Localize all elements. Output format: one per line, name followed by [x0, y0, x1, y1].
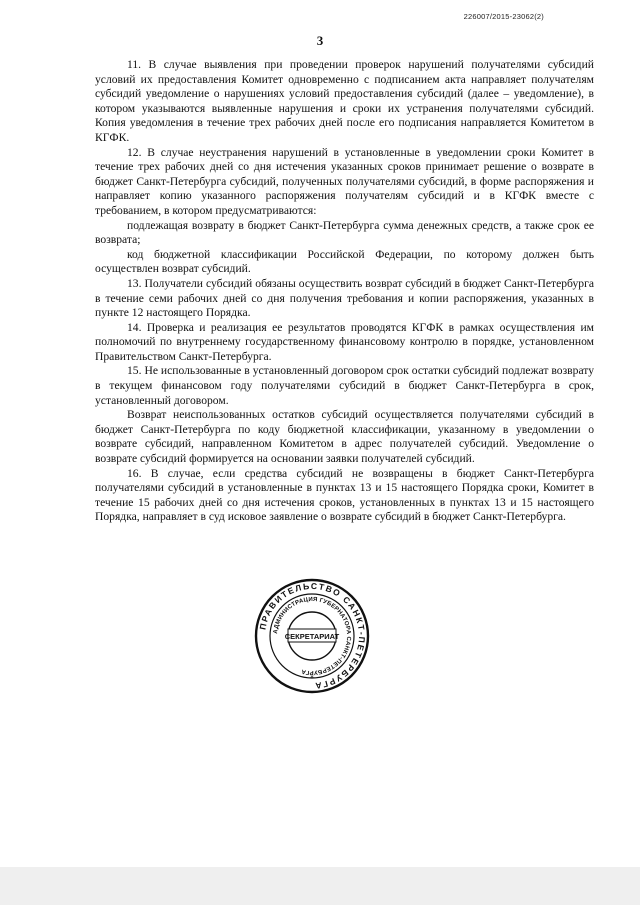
paragraph-14: 14. Проверка и реализация ее результатов проводятся КГФК в рамках осуществления им полномочий по внутреннему государственному финансовому контролю в порядке, установленном Правительством Санкт-Петербурга.: [95, 320, 594, 363]
seal-graphic: [253, 577, 371, 695]
paragraph-16: 16. В случае, если средства субсидий не возвращены в бюджет Санкт-Петербурга получателями субсидий в установленные в пунктах 13 и 15 настоящего Порядка сроки, Комитет в течение 15 рабочих дней со дня истечения сроков, установленных в пунктах 13 и 15 настоящего Порядка, направляет в суд исковое заявление о возврате субсидий в бюджет Санкт-Петербурга.: [95, 466, 594, 524]
paragraph-13: 13. Получатели субсидий обязаны осуществить возврат субсидий в бюджет Санкт-Петербурга в течение семи рабочих дней со дня получения требования и копии распоряжения, указанных в пункте 12 настоящего Порядка.: [95, 276, 594, 320]
paragraph-12-item-sum: подлежащая возврату в бюджет Санкт-Петербурга сумма денежных средств, а также срок ее возврата;: [95, 218, 594, 247]
paragraph-12-item-code: код бюджетной классификации Российской Федерации, по которому должен быть осуществлен возврат субсидий.: [95, 247, 594, 276]
seal-outer-text: ПРАВИТЕЛЬСТВО САНКТ-ПЕТЕРБУРГА: [257, 580, 368, 692]
document-id: 226007/2015-23062(2): [463, 12, 544, 21]
secretariat-seal: [253, 577, 371, 695]
paragraph-11: 11. В случае выявления при проведении проверок нарушений получателями субсидий условий их предоставления Комитет одновременно с подписанием акта направляет получателям субсидий уведомление о нарушениях условий предоставления субсидий (далее – уведомление), в котором указываются выявленные нарушения и сроки их устранения получателями субсидий. Копия уведомления в течение трех рабочих дней после его подписания направляется Комитетом в КГФК.: [95, 58, 594, 144]
seal-star-icon: *: [310, 674, 314, 682]
seal-inner-text: АДМИНИСТРАЦИЯ ГУБЕРНАТОРА САНКТ-ПЕТЕРБУРГА: [273, 596, 352, 676]
paragraph-15: 15. Не использованные в установленный договором срок остатки субсидий подлежат возврату в текущем финансовом году получателями субсидий в бюджет Санкт-Петербурга в срок, установленный договором.: [95, 364, 594, 407]
scan-bottom-edge: [0, 867, 640, 905]
document-body: [95, 58, 594, 525]
paragraph-15-return: Возврат неиспользованных остатков субсидий осуществляется получателями субсидий в бюджет Санкт-Петербурга по коду бюджетной классификации, указанному в уведомлении о возврате субсидий, направленном Комитетом в адрес получателей субсидий. Уведомление о возврате субсидий формируется на основании заявки получателей субсидий.: [95, 408, 594, 466]
seal-center-text: СЕКРЕТАРИАТ: [284, 632, 340, 641]
page-number: 3: [316, 33, 324, 48]
paragraph-12: 12. В случае неустранения нарушений в установленные в уведомлении сроки Комитет в течение трех рабочих дней со дня истечения указанных сроков принимает решение о возврате в бюджет Санкт-Петербурга субсидий, полученных получателями субсидий, в форме распоряжения и направляет копию указанного распоряжения получателям субсидий и в КГФК вместе с требованием, в котором предусматриваются:: [95, 145, 594, 217]
